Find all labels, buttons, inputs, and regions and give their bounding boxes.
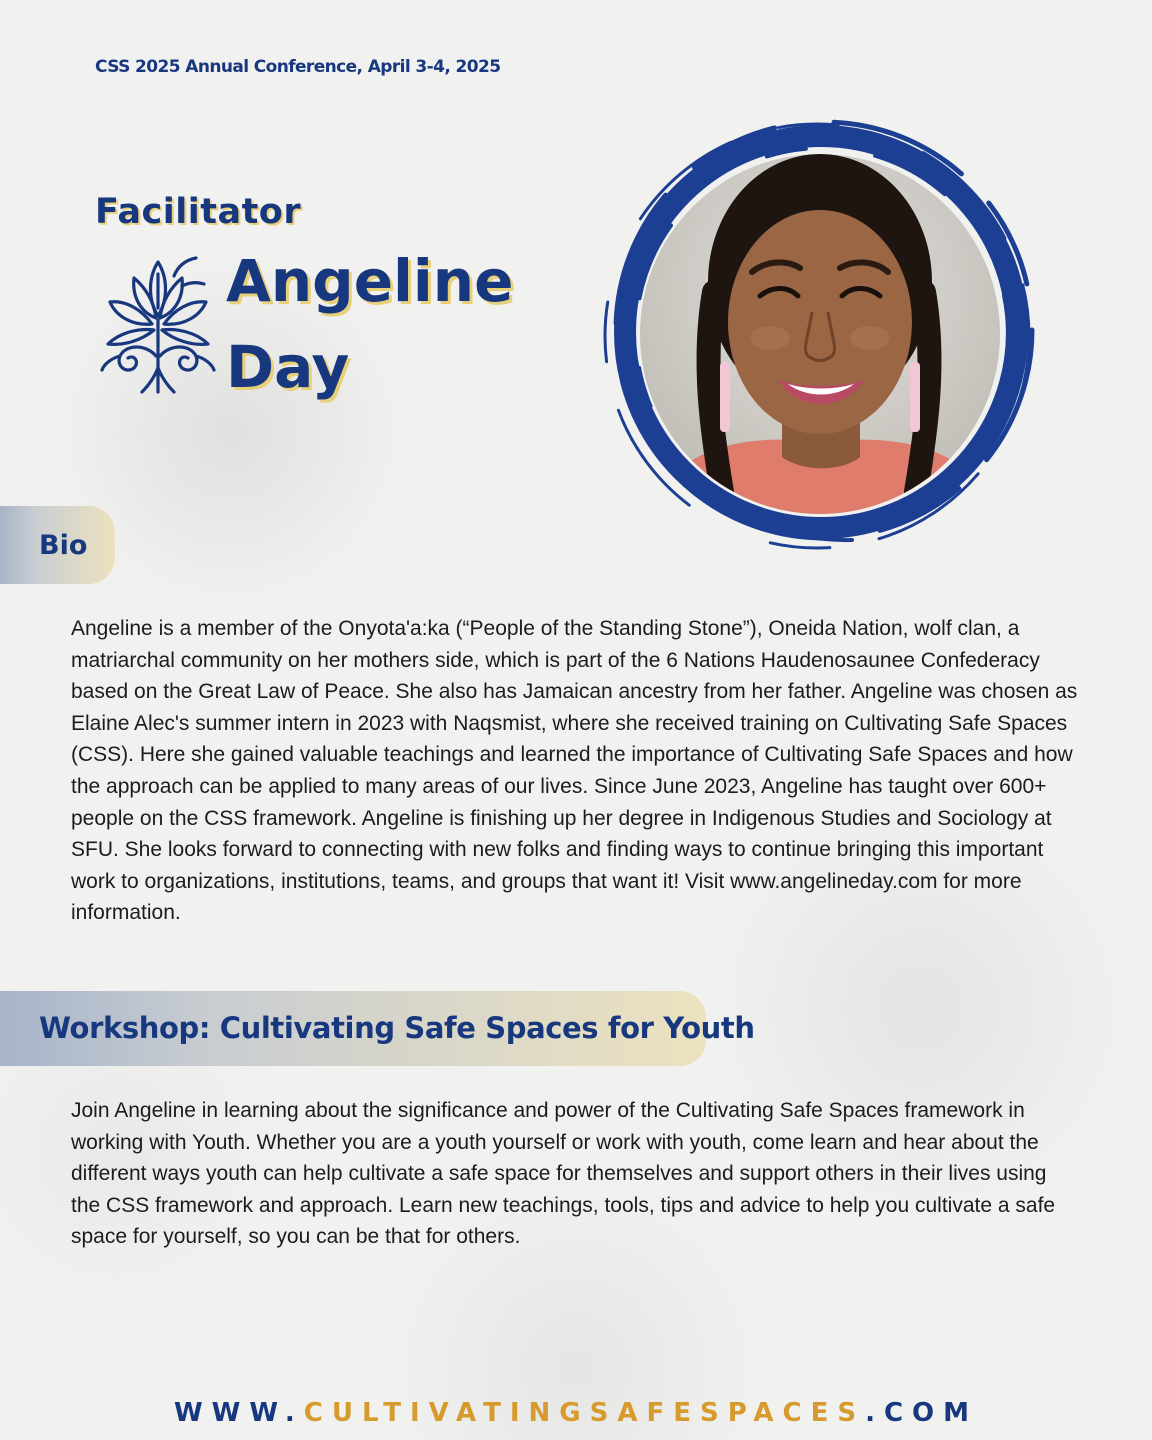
floral-emblem-icon (96, 248, 220, 396)
bio-section-tab (0, 506, 115, 584)
portrait-photo (602, 112, 1042, 552)
bio-heading: Bio (39, 530, 88, 561)
bio-paragraph: Angeline is a member of the Onyota'a:ka (“People of the Standing Stone”), Oneida Nation, wolf clan, a matriarchal community on her mothers side, which is part of the 6 Nations Haudenosaunee Confederacy based on the Great Law of Peace. She also has Jamaican ancestry from her father. Angeline was chosen as Elaine Alec's summer intern in 2023 with Naqsmist, where she received training on Cultivating Safe Spaces (CSS). Here she gained valuable teachings and learned the importance of Cultivating Safe Spaces and how the approach can be applied to many areas of our lives. Since June 2023, Angeline has taught over 600+ people on the CSS framework. Angeline is finishing up her degree in Indigenous Studies and Sociology at SFU. She looks forward to connecting with new folks and finding ways to continue bringing this important work to organizations, institutions, teams, and groups that want it! Visit www.angelineday.com for more information. (71, 617, 1078, 925)
role-label: Facilitator (95, 192, 302, 232)
first-name-heading: Angeline (226, 247, 514, 315)
url-domain: CULTIVATINGSAFESPACES (303, 1398, 866, 1428)
url-suffix: .COM (865, 1398, 979, 1428)
url-prefix: WWW. (173, 1398, 304, 1428)
conference-line: CSS 2025 Annual Conference, April 3-4, 2025 (95, 57, 501, 77)
workshop-heading: Workshop: Cultivating Safe Spaces for Youth (39, 1011, 755, 1045)
last-name-heading: Day (226, 333, 350, 401)
workshop-paragraph: Join Angeline in learning about the significance and power of the Cultivating Safe Spaces framework in working with Youth. Whether you are a youth yourself or work with youth, come learn and hear about the different ways youth can help cultivate a safe space for themselves and support others in their lives using the CSS framework and approach. Learn new teachings, tools, tips and advice to help you cultivate a safe space for yourself, so you can be that for others. (71, 1099, 1056, 1249)
workshop-section-tab (0, 991, 755, 1066)
website-link[interactable] (0, 1398, 1152, 1428)
